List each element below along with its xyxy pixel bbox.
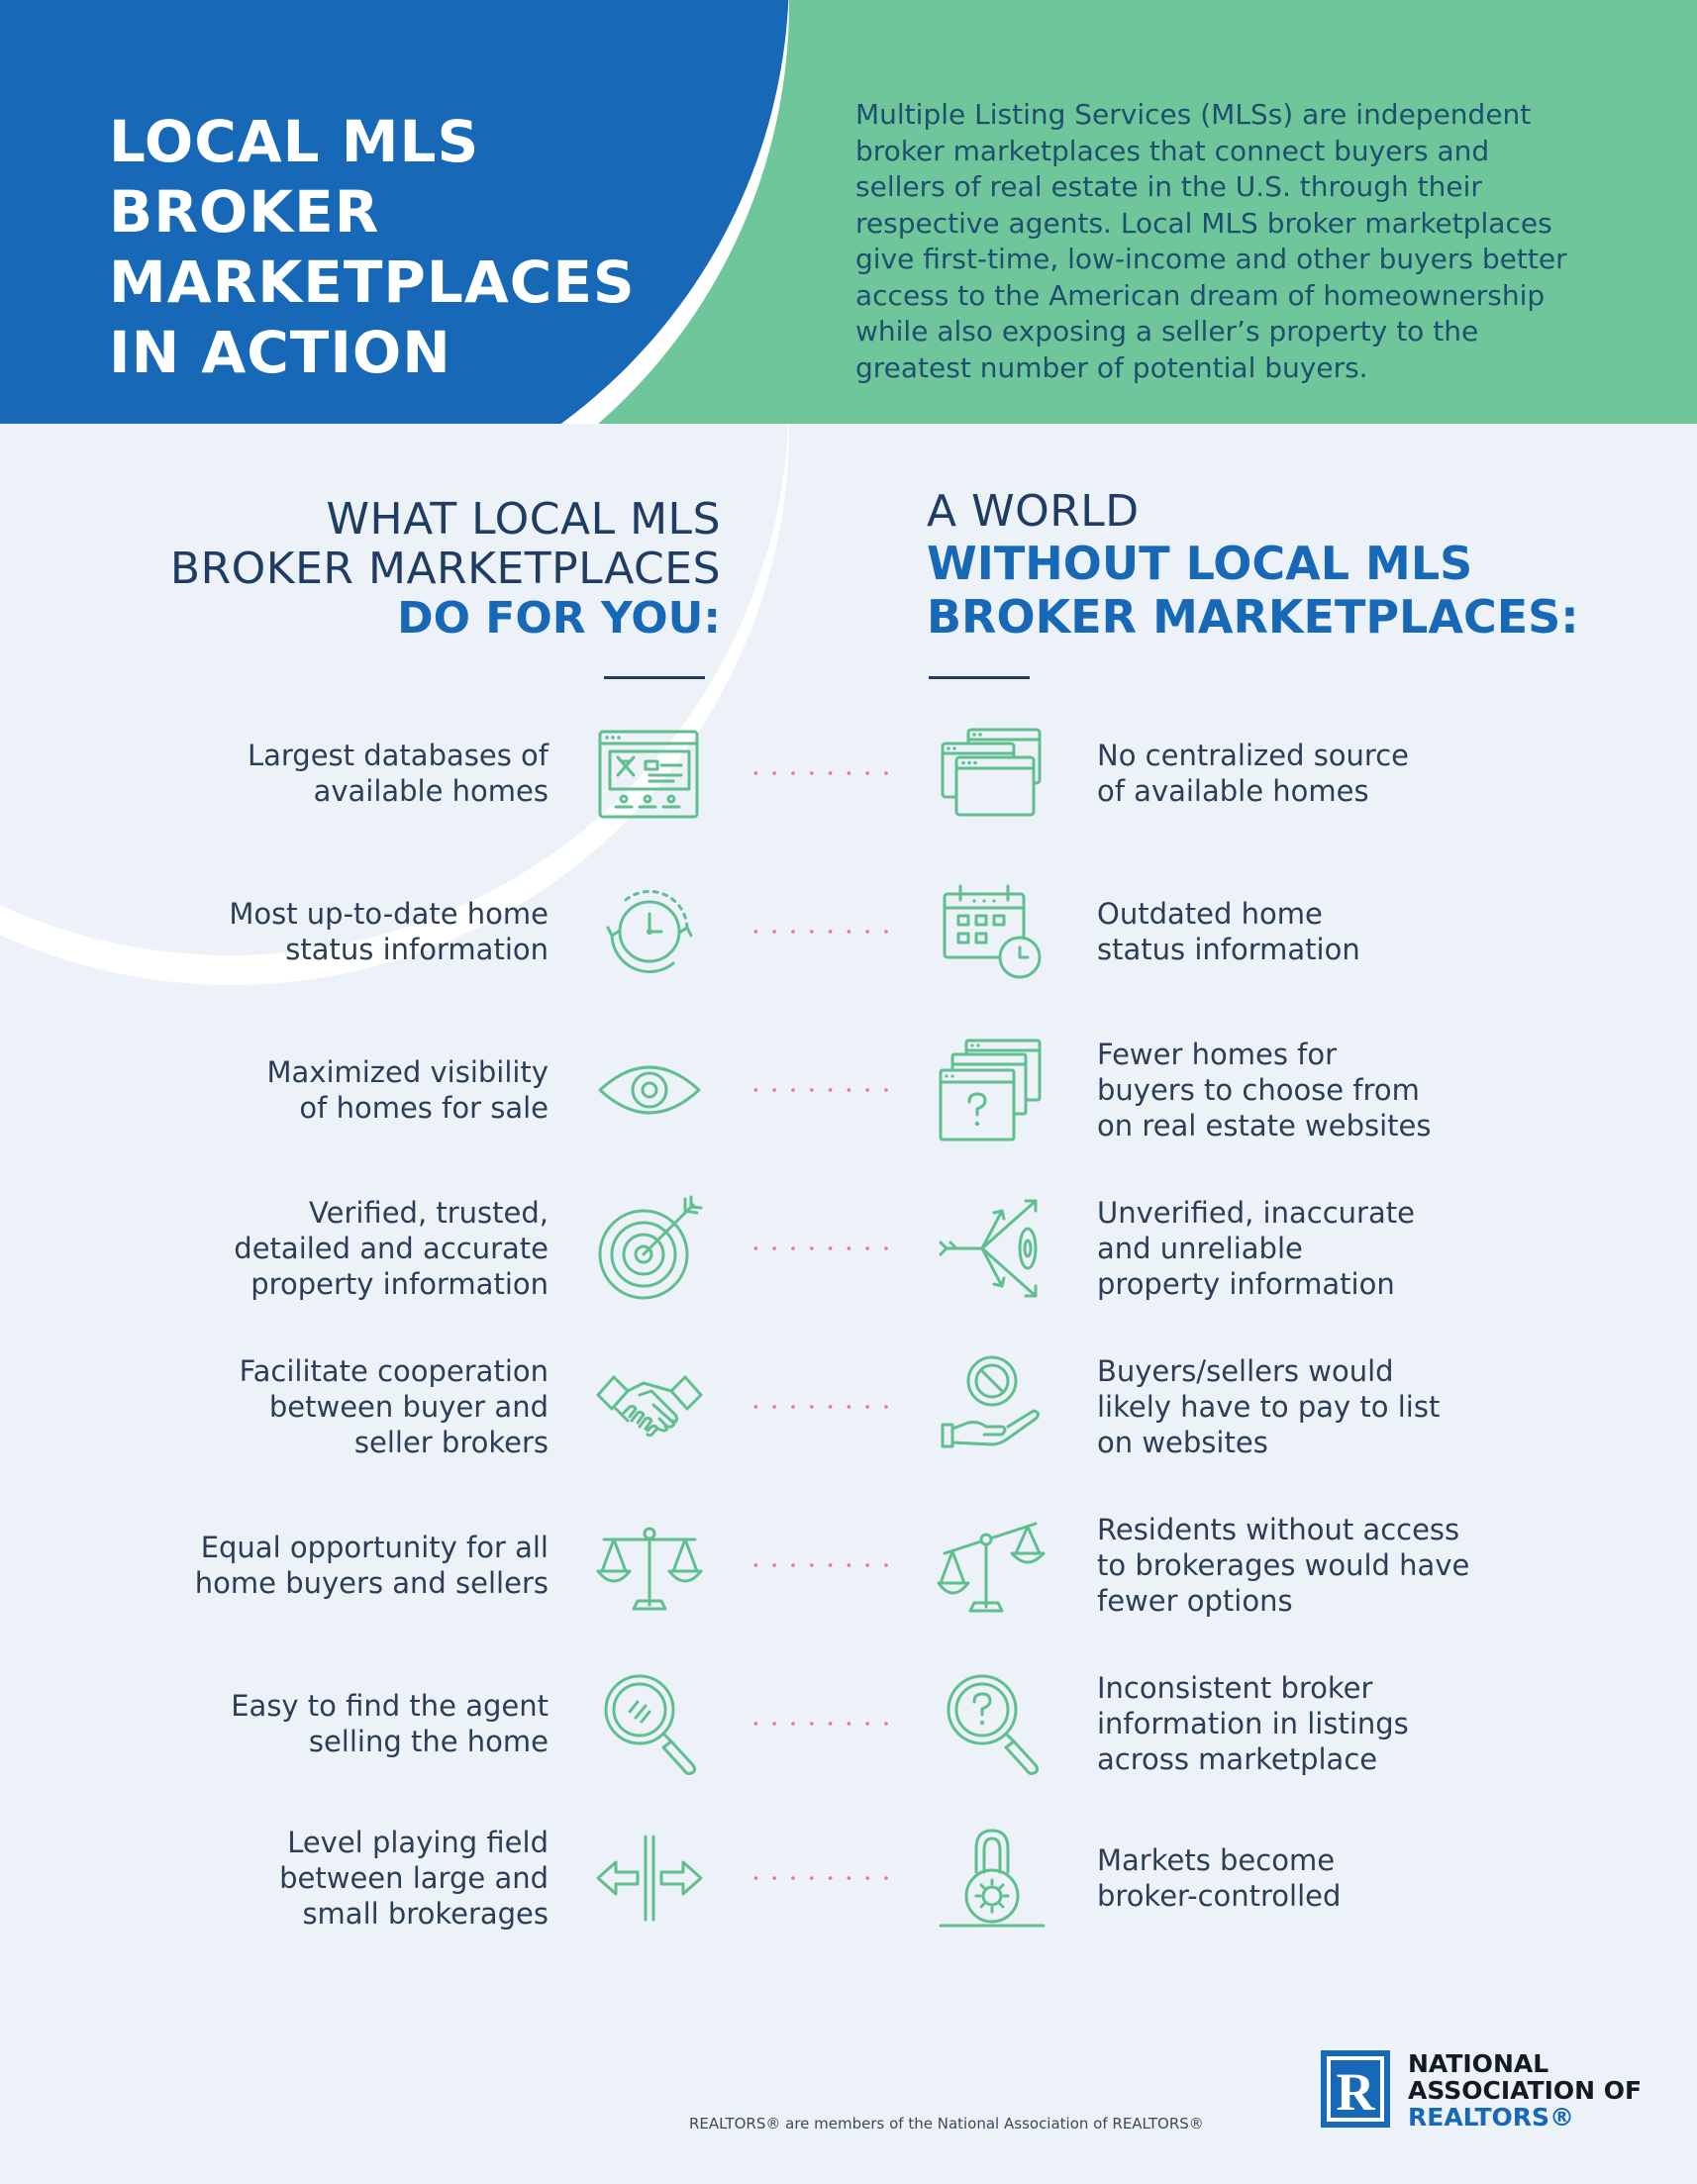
left-heading-line: WHAT LOCAL MLS <box>326 494 721 545</box>
target-arrow-icon <box>594 1193 705 1304</box>
right-heading-line: WITHOUT LOCAL MLS <box>927 537 1473 590</box>
benefit-text: Maximized visibility of homes for sale <box>266 1055 549 1125</box>
dotted-connector <box>747 1088 895 1092</box>
scattered-arrows-icon <box>937 1193 1048 1304</box>
comparison-row <box>0 1491 1697 1639</box>
intro-paragraph <box>855 97 1647 386</box>
logo-line: REALTORS® <box>1408 2103 1575 2132</box>
benefit-text: Largest databases of available homes <box>247 739 549 808</box>
comparison-row <box>0 1016 1697 1164</box>
benefit-text: Equal opportunity for all home buyers and sellers <box>194 1531 549 1600</box>
tilted-scale-icon <box>937 1510 1048 1621</box>
dotted-connector <box>747 1722 895 1726</box>
intro-line: while also exposing a seller’s property to the <box>855 315 1479 347</box>
comparison-row <box>0 1649 1697 1798</box>
drawback-text: Inconsistent broker information in listings across marketplace <box>1097 1671 1409 1776</box>
title-line: LOCAL MLS <box>109 108 480 175</box>
realtor-block-r-logo <box>1321 2050 1390 2128</box>
drawback-text: Fewer homes for buyers to choose from on real estate websites <box>1097 1038 1432 1142</box>
page-title <box>109 107 636 388</box>
right-heading-underline <box>929 676 1030 679</box>
benefit-text: Facilitate cooperation between buyer and seller brokers <box>239 1354 549 1459</box>
left-heading-line: BROKER MARKETPLACES <box>169 544 721 594</box>
logo-line: ASSOCIATION OF <box>1408 2076 1643 2105</box>
intro-line: Multiple Listing Services (MLSs) are independent <box>855 98 1532 131</box>
comparison-row <box>0 1804 1697 1952</box>
dotted-connector <box>747 1246 895 1250</box>
logo-wordmark <box>1408 2050 1642 2131</box>
left-heading-bold: DO FOR YOU: <box>397 593 721 644</box>
title-line: BROKER <box>109 178 380 246</box>
logo-letter: R <box>1336 2062 1375 2122</box>
dotted-connector <box>747 771 895 775</box>
title-line: IN ACTION <box>109 319 451 386</box>
right-heading-light: A WORLD <box>927 486 1140 537</box>
refresh-clock-icon <box>594 876 705 987</box>
magnifier-icon <box>594 1668 705 1779</box>
calendar-clock-icon <box>937 876 1048 987</box>
stacked-windows-icon <box>937 718 1048 829</box>
dotted-connector <box>747 1563 895 1567</box>
title-line: MARKETPLACES <box>109 248 636 316</box>
question-windows-icon <box>937 1035 1048 1145</box>
intro-line: access to the American dream of homeownership <box>855 278 1546 312</box>
hand-coin-icon <box>937 1351 1048 1462</box>
comparison-row <box>0 1333 1697 1481</box>
dotted-connector <box>747 1405 895 1409</box>
padlock-gear-icon <box>937 1823 1048 1934</box>
benefit-text: Verified, trusted, detailed and accurate property information <box>234 1196 549 1301</box>
benefit-text: Level playing field between large and small brokerages <box>279 1826 549 1931</box>
intro-line: give first-time, low-income and other buyers better <box>855 243 1567 275</box>
database-window-icon <box>594 718 705 829</box>
nar-logo <box>1321 2050 1697 2139</box>
intro-line: respective agents. Local MLS broker marketplaces <box>855 206 1552 240</box>
dotted-connector <box>747 1876 895 1880</box>
dotted-connector <box>747 930 895 934</box>
left-heading-underline <box>604 676 705 679</box>
comparison-row <box>0 699 1697 847</box>
handshake-icon <box>594 1351 705 1462</box>
left-column-heading <box>170 495 721 644</box>
balanced-scale-icon <box>594 1510 705 1621</box>
comparison-row <box>0 857 1697 1006</box>
drawback-text: Markets become broker-controlled <box>1097 1843 1342 1913</box>
eye-icon <box>594 1035 705 1145</box>
intro-line: greatest number of potential buyers. <box>855 350 1368 384</box>
logo-line: NATIONAL <box>1408 2049 1549 2078</box>
right-column-heading <box>927 487 1579 644</box>
footnote: REALTORS® are members of the National Association of REALTORS® <box>689 2115 1204 2133</box>
drawback-text: Buyers/sellers would likely have to pay to list on websites <box>1097 1354 1441 1459</box>
magnifier-question-icon <box>937 1668 1048 1779</box>
benefit-text: Easy to find the agent selling the home <box>231 1689 549 1758</box>
benefit-text: Most up-to-date home status information <box>229 897 549 966</box>
intro-line: broker marketplaces that connect buyers and <box>855 134 1490 167</box>
drawback-text: No centralized source of available homes <box>1097 739 1409 808</box>
divider-arrows-icon <box>594 1823 705 1934</box>
comparison-row <box>0 1174 1697 1323</box>
intro-line: sellers of real estate in the U.S. through their <box>855 170 1482 203</box>
drawback-text: Unverified, inaccurate and unreliable property information <box>1097 1196 1415 1301</box>
drawback-text: Residents without access to brokerages would have fewer options <box>1097 1513 1470 1618</box>
right-heading-line: BROKER MARKETPLACES: <box>927 590 1579 644</box>
drawback-text: Outdated home status information <box>1097 897 1360 966</box>
